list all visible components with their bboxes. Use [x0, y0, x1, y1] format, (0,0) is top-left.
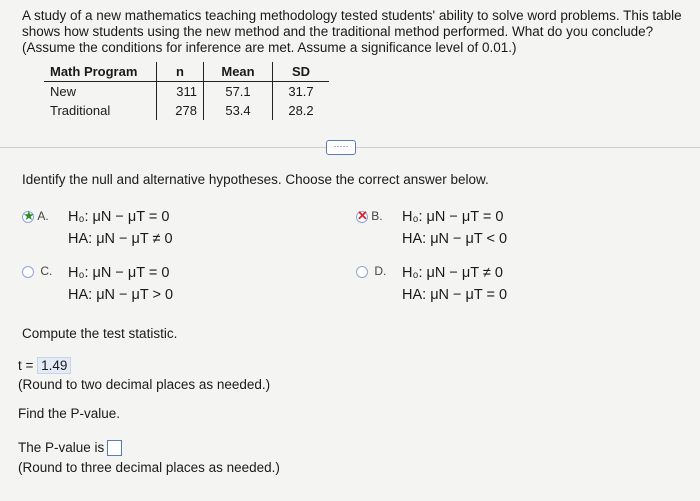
cell-n: 278	[157, 101, 204, 120]
option-b-null: H₀: μN − μT = 0	[402, 209, 504, 225]
data-table	[44, 62, 329, 120]
radio-d[interactable]	[356, 266, 368, 278]
option-a-label: A.	[37, 209, 49, 223]
cell-program: New	[50, 84, 77, 99]
problem-statement: A study of a new mathematics teaching methodology tested students' ability to solve word problems. This table shows how students using the new method and the traditional method performed. What do you conclude? (Assume the conditions for inference are met. Assume a significance level of 0.01.)	[22, 8, 682, 55]
table-row	[44, 82, 329, 102]
star-icon: ★	[23, 208, 35, 223]
question-text: Identify the null and alternative hypotheses. Choose the correct answer below.	[22, 172, 489, 187]
p-value-line	[18, 440, 122, 456]
find-p-value-prompt: Find the P-value.	[18, 406, 121, 421]
cell-mean: 57.1	[204, 82, 273, 102]
col-header-mean: Mean	[204, 62, 273, 82]
t-label: t =	[18, 358, 34, 373]
test-statistic-prompt: Compute the test statistic.	[22, 326, 178, 341]
cell-sd: 28.2	[273, 101, 330, 120]
option-a-null: H₀: μN − μT = 0	[68, 209, 170, 225]
cell-mean: 53.4	[204, 101, 273, 120]
option-c-null: H₀: μN − μT = 0	[68, 265, 170, 281]
table-row	[44, 101, 329, 120]
expand-more-button[interactable]: ·····	[326, 140, 356, 155]
t-statistic-line	[18, 357, 71, 374]
option-d-alt: HA: μN − μT = 0	[402, 287, 508, 303]
table-header-row	[44, 62, 329, 82]
radio-c[interactable]	[22, 266, 34, 278]
col-header-program: Math Program	[44, 62, 157, 82]
incorrect-x-icon: ✕	[357, 208, 368, 223]
cell-program: Traditional	[50, 103, 111, 118]
t-value-field[interactable]: 1.49	[37, 357, 71, 374]
round-statistic-note: (Round to two decimal places as needed.)	[18, 377, 271, 392]
p-value-label: The P-value is	[18, 440, 105, 455]
option-c-label: C.	[40, 264, 53, 278]
option-c-alt: HA: μN − μT > 0	[68, 287, 174, 303]
col-header-sd: SD	[273, 62, 330, 82]
option-b-alt: HA: μN − μT < 0	[402, 231, 508, 247]
option-a-alt: HA: μN − μT ≠ 0	[68, 231, 173, 247]
option-d-null: H₀: μN − μT ≠ 0	[402, 265, 503, 281]
option-d-label: D.	[374, 264, 387, 278]
option-b-label: B.	[371, 209, 383, 223]
round-p-note: (Round to three decimal places as needed.)	[18, 460, 280, 475]
p-value-input[interactable]	[107, 440, 122, 456]
cell-n: 311	[157, 82, 204, 102]
cell-sd: 31.7	[273, 82, 330, 102]
col-header-n: n	[157, 62, 204, 82]
